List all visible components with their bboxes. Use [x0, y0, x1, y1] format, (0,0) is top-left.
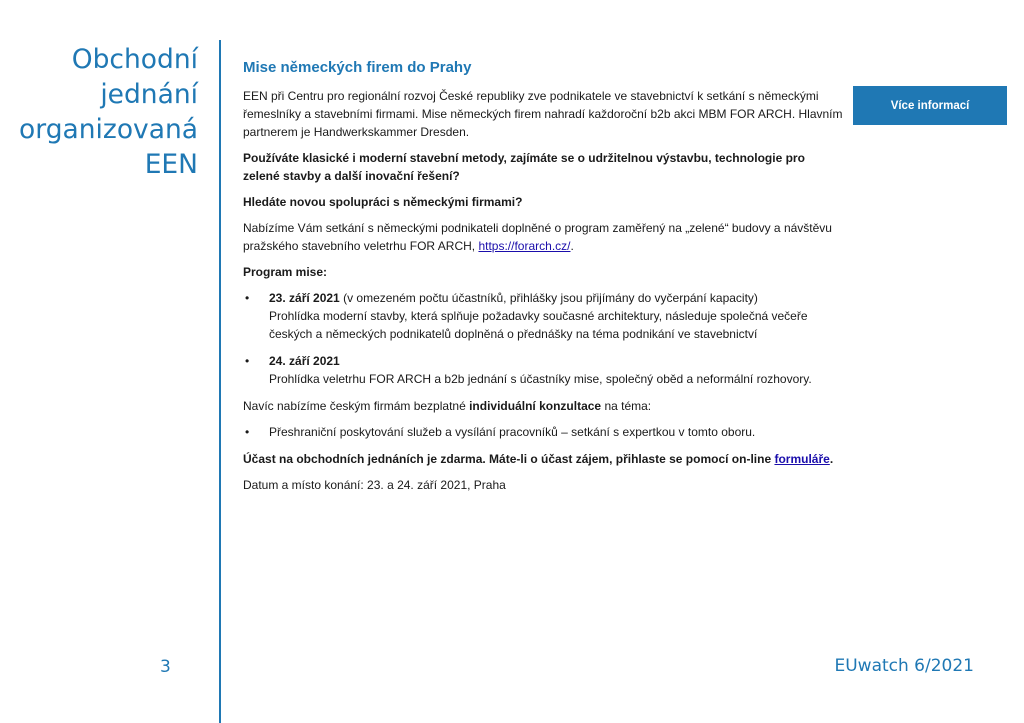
issue-label: EUwatch 6/2021 — [834, 656, 974, 676]
vertical-divider — [219, 40, 221, 723]
participation-end: . — [829, 452, 834, 466]
program-desc: Prohlídka moderní stavby, která splňuje požadavky současné architektury, následuje společná večeře českých a německých podnikatelů doplněná o přednášky na téma podnikání ve stavebnictví — [269, 309, 808, 341]
question-2-text: Hledáte novou spolupráci s německými firmami? — [243, 195, 523, 209]
forarch-link[interactable]: https://forarch.cz/ — [478, 239, 571, 253]
participation-text: Účast na obchodních jednáních je zdarma. Máte-li o účast zájem, přihlaste se pomocí on-line — [243, 452, 775, 466]
bullet-icon: • — [245, 354, 250, 368]
section-title-line: jednání — [100, 79, 198, 110]
program-desc: Prohlídka veletrhu FOR ARCH a b2b jednání s účastníky mise, společný oběd a neformální rozhovory. — [269, 372, 812, 386]
consult-item-text: Přeshraniční poskytování služeb a vysílání pracovníků – setkání s expertkou v tomto oboru. — [269, 425, 756, 439]
program-item — [243, 289, 843, 343]
consult-bold: individuální konzultace — [469, 399, 602, 413]
consult-item — [243, 423, 843, 441]
section-title-line: EEN — [144, 149, 198, 180]
program-note: (v omezeném počtu účastníků, přihlášky jsou přijímány do vyčerpání kapacity) — [339, 291, 758, 305]
question-1 — [243, 149, 843, 185]
date-place: Datum a místo konání: 23. a 24. září 2021, Praha — [243, 478, 506, 492]
program-item — [243, 352, 843, 388]
program-label — [243, 263, 843, 281]
section-title-line: organizovaná — [19, 114, 198, 145]
program-date: 23. září 2021 — [269, 291, 340, 305]
program-date: 24. září 2021 — [269, 354, 340, 368]
offer-paragraph — [243, 219, 843, 255]
bullet-icon: • — [245, 291, 250, 305]
question-2 — [243, 193, 843, 211]
bullet-icon: • — [245, 425, 250, 439]
offer-text: Nabízíme Vám setkání s německými podnikateli doplněné o program zaměřený na „zelené“ budovy a návštěvu pražského stavebního veletrhu FOR ARCH, — [243, 221, 832, 253]
section-title-line: Obchodní — [71, 44, 198, 75]
consult-list — [243, 423, 843, 441]
consult-pre: Navíc nabízíme českým firmám bezplatné — [243, 399, 470, 413]
article-heading: Mise německých firem do Prahy — [243, 59, 472, 76]
question-1-text: Používáte klasické i moderní stavební metody, zajímáte se o udržitelnou výstavbu, technologie pro zelené stavby a další inovační řešení? — [243, 151, 805, 183]
offer-end: . — [570, 239, 574, 253]
more-info-button[interactable]: Více informací — [853, 86, 1007, 125]
section-title — [0, 42, 198, 182]
consult-post: na téma: — [601, 399, 652, 413]
article-intro: EEN při Centru pro regionální rozvoj České republiky zve podnikatele ve stavebnictví k setkání s německými řemeslníky a stavebními firmami. Mise německých firem nahradí každoroční b2b akci MBM FOR ARCH. Hlavním partnerem je Handwerkskammer Dresden. — [243, 89, 843, 139]
page-number: 3 — [160, 657, 171, 677]
program-list — [243, 289, 843, 388]
participation-paragraph — [243, 450, 843, 468]
program-label-text: Program mise: — [243, 265, 328, 279]
form-link[interactable]: formuláře — [774, 452, 830, 466]
article — [243, 58, 843, 502]
consult-paragraph — [243, 397, 843, 415]
